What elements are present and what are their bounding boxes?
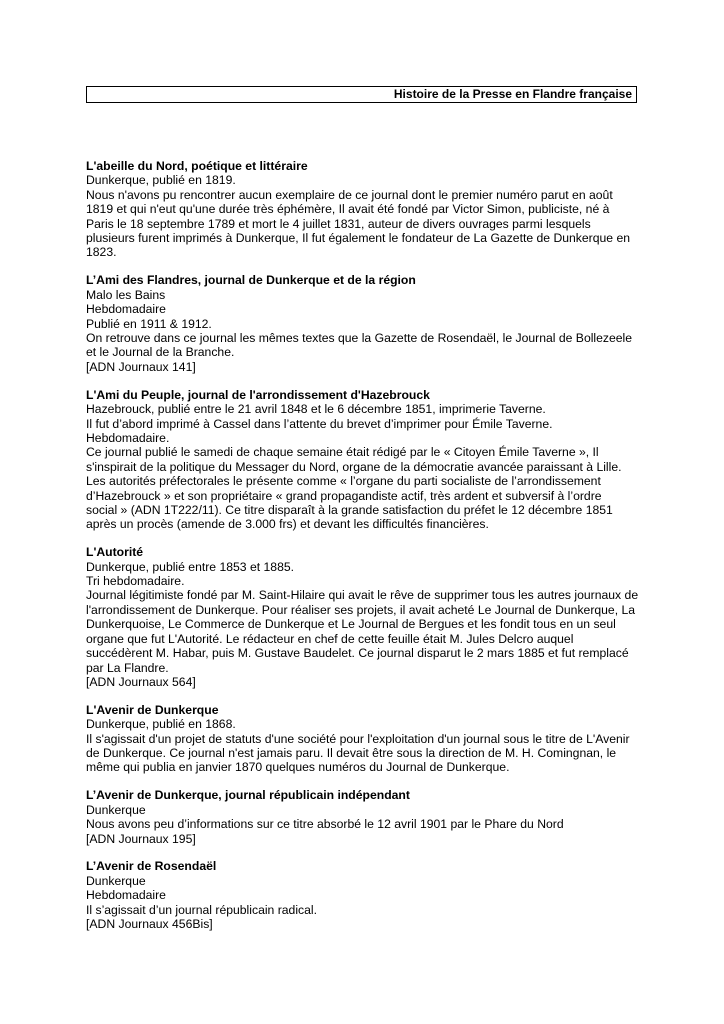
entry-line: [ADN Journaux 564] [86,674,196,689]
entry-line: d’Hazebrouck » et son propriétaire « grand propagandiste actif, très ardent et subversif à l’ordre [86,488,602,503]
entry-abeille-du-nord [86,159,646,260]
entry-line: Les autorités préfectorales le présente comme « l’organe du parti socialiste de l’arrondissement [86,474,601,489]
entry-line: Ce journal publié le samedi de chaque semaine était rédigé par le « Citoyen Émile Taverne », Il [86,445,599,460]
entry-line: On retrouve dans ce journal les mêmes textes que la Gazette de Rosendaël, le Journal de Bollezeele [86,330,633,345]
entry-ami-des-flandres [86,273,646,374]
entry-line: Malo les Bains [86,287,166,302]
entry-line: succédèrent M. Habar, puis M. Gustave Baudelet. Ce journal disparut le 2 mars 1885 et fut remplacé [86,646,629,661]
entry-line: Dunkerque, publié en 1819. [86,173,236,188]
entry-line: [ADN Journaux 141] [86,359,196,374]
entry-line: Dunkerque [86,873,146,888]
entry-line: Hebdomadaire [86,888,166,903]
entry-line: l'arrondissement de Dunkerque. Pour réaliser ses projets, il avait acheté Le Journal de Dunkerque, La [86,602,636,617]
entry-avenir-de-dunkerque-republicain [86,788,646,846]
entry-avenir-de-dunkerque [86,703,646,775]
entry-line: Il s’agissait d’un journal républicain radical. [86,902,318,917]
entry-line: [ADN Journaux 456Bis] [86,917,213,932]
entry-line: et le Journal de la Branche. [86,345,235,360]
entry-line: Hebdomadaire. [86,430,170,445]
entry-avenir-de-rosendael [86,859,646,931]
entry-line: Dunkerque, publié en 1868. [86,717,236,732]
page-header [86,86,637,103]
entry-line: Tri hebdomadaire. [86,574,185,589]
entry-line: Il fut d’abord imprimé à Cassel dans l’attente du brevet d’imprimer pour Émile Taverne. [86,416,553,431]
page-header-title: Histoire de la Presse en Flandre française [393,87,632,101]
entry-line: Publié en 1911 & 1912. [86,316,212,331]
entry-title: L’Ami des Flandres, journal de Dunkerque et de la région [86,273,416,288]
entry-line: Hebdomadaire [86,302,166,317]
document-body [86,159,646,945]
entry-line: organe que fut L'Autorité. Le rédacteur en chef de cette feuille était M. Jules Delcro auquel [86,631,574,646]
entry-line: même qui publia en janvier 1870 quelques numéros du Journal de Dunkerque. [86,760,510,775]
entry-line: Hazebrouck, publié entre le 21 avril 1848 et le 6 décembre 1851, imprimerie Taverne. [86,402,546,417]
entry-title: L’Avenir de Rosendaël [86,859,217,874]
entry-title: L’Avenir de Dunkerque, journal républicain indépendant [86,788,410,803]
entry-line: Dunkerque [86,802,146,817]
entry-line: plusieurs furent imprimés à Dunkerque, Il fut également le fondateur de La Gazette de Dunkerque en [86,231,631,246]
entry-autorite [86,545,646,689]
entry-line: Dunkerque, publié entre 1853 et 1885. [86,559,295,574]
entry-line: Dunkerquoise, Le Commerce de Dunkerque et Le Journal de Bergues et les fondit tous en un seul [86,617,616,632]
entry-line: social » (ADN 1T222/11). Ce titre disparaît à la grande satisfaction du préfet le 12 décembre 1851 [86,502,613,517]
entry-title: L'abeille du Nord, poétique et littéraire [86,159,308,173]
entry-line: après un procès (amende de 3.000 frs) et devant les difficultés financières. [86,517,489,532]
entry-line: Paris le 18 septembre 1789 et mort le 4 juillet 1831, auteur de divers ouvrages parmi lesquels [86,216,591,231]
entry-title: L'Autorité [86,545,144,560]
entry-line: [ADN Journaux 195] [86,831,196,846]
entry-line: par La Flandre. [86,660,169,675]
entry-line: Nous n'avons pu rencontrer aucun exemplaire de ce journal dont le premier numéro parut en août [86,187,613,202]
entry-line: 1819 et qui n'eut qu'une durée très éphémère, Il avait été fondé par Victor Simon, publiciste, né à [86,202,610,217]
entry-title: L'Ami du Peuple, journal de l'arrondissement d'Hazebrouck [86,387,430,402]
entry-ami-du-peuple [86,388,646,532]
entry-line: 1823. [86,245,117,260]
entry-line: s'inspirait de la politique du Messager du Nord, organe de la démocratie avancée paraissant à Lille. [86,459,622,474]
entry-line: Nous avons peu d’informations sur ce titre absorbé le 12 avril 1901 par le Phare du Nord [86,817,564,832]
entry-line: de Dunkerque. Ce journal n'est jamais paru. Il devait être sous la direction de M. H. Comingnan, le [86,746,617,761]
entry-line: Il s'agissait d'un projet de statuts d'une société pour l'exploitation d'un journal sous le titre de L'Avenir [86,731,630,746]
entry-title: L'Avenir de Dunkerque [86,702,219,717]
entry-line: Journal légitimiste fondé par M. Saint-Hilaire qui avait le rêve de supprimer tous les autres journaux de [86,588,639,603]
